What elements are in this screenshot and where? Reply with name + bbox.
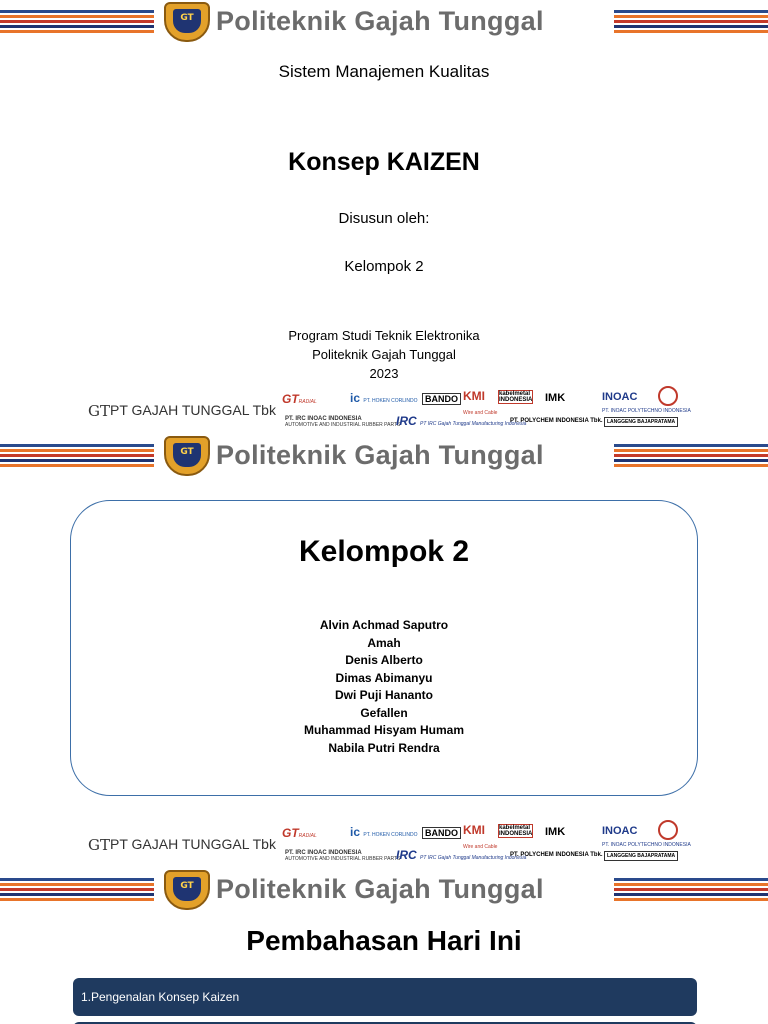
kabelmetal-logo: kabelmetal INDONESIA: [499, 391, 533, 403]
member-name: Denis Alberto: [345, 653, 423, 667]
group-title: Kelompok 2: [298, 535, 470, 568]
slide-header: [0, 0, 768, 44]
member-name: Nabila Putri Rendra: [328, 740, 440, 755]
year: 2023: [369, 366, 399, 381]
agenda-title: Pembahasan Hari Ini: [246, 925, 522, 956]
kabelmetal-logo: kabelmetal INDONESIA: [499, 825, 533, 837]
ic-logo: ic PT. HOKEN CORLINDO: [350, 391, 418, 405]
polychem-logo: PT. POLYCHEM INDONESIA Tbk.: [510, 418, 603, 424]
politeknik-shield-logo: GT: [164, 436, 210, 476]
header-stripes-left: [0, 10, 154, 34]
slide-header: [0, 434, 768, 478]
langgeng-logo: LANGGENG BAJAPRATAMA: [604, 851, 678, 861]
company-logos: [0, 384, 768, 434]
bando-logo: BANDO: [422, 393, 461, 405]
school-name: Politeknik Gajah Tunggal: [312, 347, 456, 362]
study-program: Program Studi Teknik Elektronika: [288, 328, 480, 343]
course-name: Sistem Manajemen Kualitas: [278, 62, 490, 81]
imk-logo: IMK: [545, 392, 566, 404]
company-logos: [0, 818, 768, 868]
header-stripes-left: [0, 878, 154, 902]
gajah-tunggal-logo: GT PT GAJAH TUNGGAL Tbk: [88, 402, 276, 420]
group-name: Kelompok 2: [344, 258, 424, 275]
gt-radial-logo: GTRADIAL: [282, 826, 317, 840]
header-stripes-right: [614, 878, 768, 902]
irc-inoac-logo: PT. IRC INOAC INDONESIA AUTOMOTIVE AND INDUSTRIAL RUBBER PARTS: [285, 416, 401, 428]
slide-2: [0, 434, 768, 868]
institution-title: Politeknik Gajah Tunggal: [216, 874, 544, 904]
member-name: Gefallen: [360, 705, 408, 720]
irc-tire-logo: IRC PT IRC Gajah Tunggal Manufacturing Indonesia: [396, 414, 527, 428]
author-label: Disusun oleh:: [338, 210, 430, 227]
irc-tire-logo: IRC PT IRC Gajah Tunggal Manufacturing Indonesia: [396, 848, 527, 862]
member-list: [0, 617, 768, 757]
inoac-logo: INOAC PT. INOAC POLYTECHNO INDONESIA: [602, 391, 691, 414]
polychem-logo: PT. POLYCHEM INDONESIA Tbk.: [510, 852, 603, 858]
imk-logo: IMK: [545, 826, 566, 838]
langgeng-logo: LANGGENG BAJAPRATAMA: [604, 417, 678, 427]
kmi-logo: KMI Wire and Cable: [463, 823, 498, 850]
bando-logo: BANDO: [422, 827, 461, 839]
kmi-logo: KMI Wire and Cable: [463, 389, 498, 416]
institution-title: Politeknik Gajah Tunggal: [216, 6, 544, 36]
irc-inoac-logo: PT. IRC INOAC INDONESIA AUTOMOTIVE AND INDUSTRIAL RUBBER PARTS: [285, 850, 401, 862]
company-emblem-icon: [658, 820, 678, 840]
ic-logo: ic PT. HOKEN CORLINDO: [350, 825, 418, 839]
member-name: Muhammad Hisyam Humam: [303, 723, 465, 737]
gajah-tunggal-logo: GT PT GAJAH TUNGGAL Tbk: [88, 836, 276, 854]
presentation-title: Konsep KAIZEN: [288, 148, 480, 176]
member-name: Alvin Achmad Saputro: [319, 618, 449, 632]
company-emblem-icon: [658, 386, 678, 406]
member-name: Amah: [367, 635, 401, 650]
header-stripes-right: [614, 444, 768, 468]
header-stripes-right: [614, 10, 768, 34]
slide-1: [0, 0, 768, 434]
politeknik-shield-logo: GT: [164, 2, 210, 42]
institution-title: Politeknik Gajah Tunggal: [216, 440, 544, 470]
slide-header: [0, 868, 768, 912]
politeknik-shield-logo: GT: [164, 870, 210, 910]
gt-radial-logo: GTRADIAL: [282, 392, 317, 406]
agenda-item: 1.Pengenalan Konsep Kaizen: [73, 978, 697, 1016]
header-stripes-left: [0, 444, 154, 468]
inoac-logo: INOAC PT. INOAC POLYTECHNO INDONESIA: [602, 825, 691, 848]
member-name: Dimas Abimanyu: [335, 670, 433, 685]
member-name: Dwi Puji Hananto: [334, 688, 433, 702]
slide-3: [0, 868, 768, 1024]
